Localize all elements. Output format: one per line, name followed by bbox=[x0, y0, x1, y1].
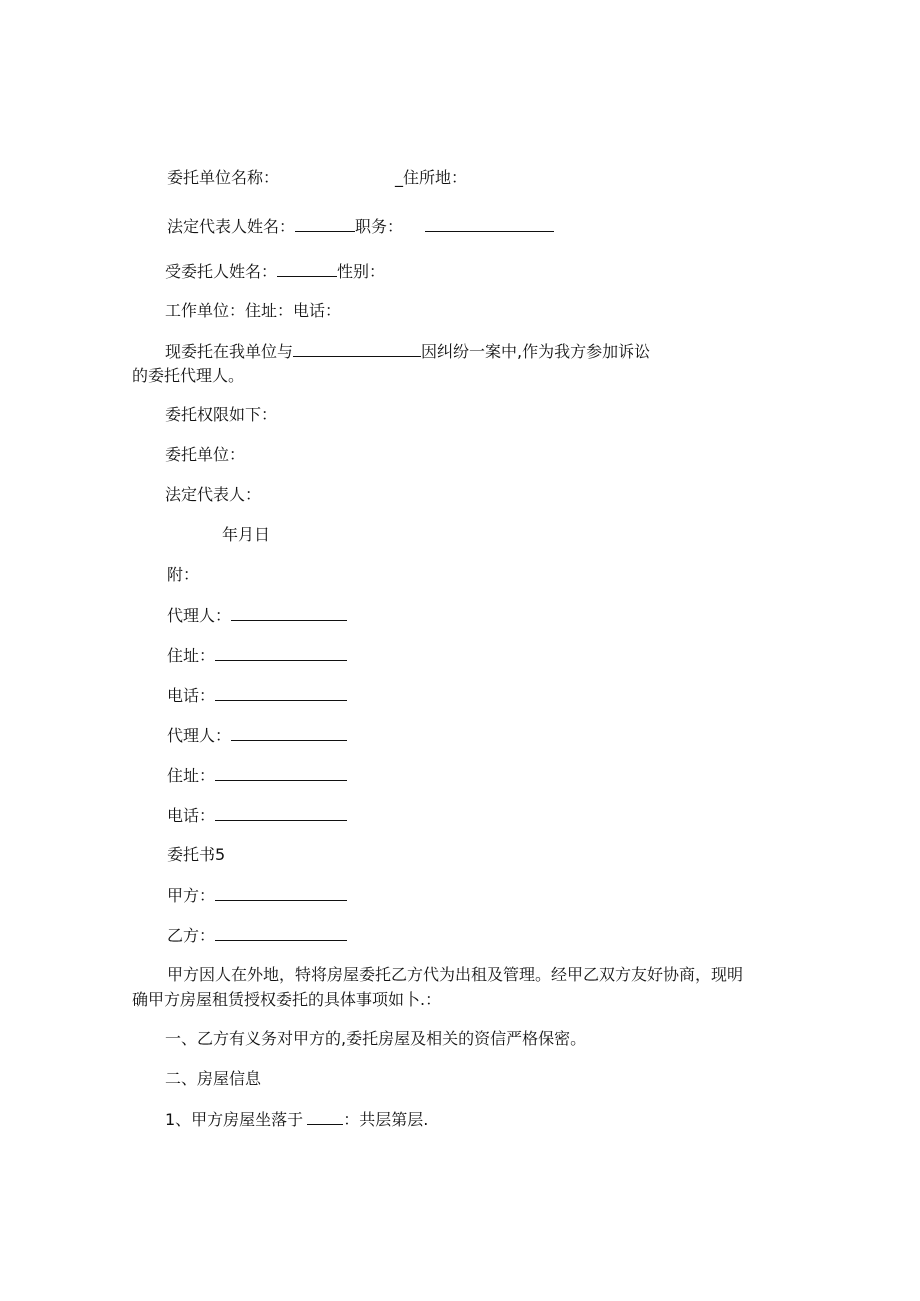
paragraph-entrust-cont bbox=[132, 366, 244, 386]
work-unit-text: 工作单位：住址：电话： bbox=[165, 301, 342, 320]
legal-rep-name-blank bbox=[295, 216, 355, 232]
para1-text-b: 因纠纷一案中,作为我方参加诉讼 bbox=[421, 342, 651, 361]
address1-blank bbox=[215, 645, 347, 661]
trustee-name-label: 受委托人姓名： bbox=[165, 262, 278, 281]
para2-text-b: 确甲方房屋租赁授权委托的具体事项如卜.： bbox=[132, 990, 442, 1009]
agent1-label: 代理人： bbox=[167, 606, 232, 625]
clause2-line bbox=[165, 1069, 261, 1089]
position-blank-line bbox=[425, 216, 554, 237]
residence-label: _住所地： bbox=[395, 168, 468, 187]
phone1-line bbox=[167, 685, 347, 706]
party-a-line bbox=[167, 885, 347, 906]
para1-party-blank bbox=[293, 341, 421, 357]
clause1-line bbox=[165, 1029, 586, 1049]
legal-rep-name-label: 法定代表人姓名： bbox=[167, 217, 296, 236]
address1-line bbox=[167, 645, 347, 666]
title5-line bbox=[167, 845, 225, 865]
trustee-name-blank bbox=[277, 261, 337, 277]
date-line bbox=[222, 525, 270, 545]
authority-label: 委托权限如下： bbox=[165, 405, 278, 424]
entrust-unit-label: 委托单位： bbox=[165, 445, 246, 464]
location-blank bbox=[307, 1109, 343, 1125]
legal-rep-name-line bbox=[167, 216, 403, 237]
address2-line bbox=[167, 765, 347, 786]
phone2-label: 电话： bbox=[167, 806, 216, 825]
para2-text-a: 甲方因人在外地，特将房屋委托乙方代为出租及管理。经甲乙双方友好协商，现明 bbox=[167, 965, 744, 984]
phone2-blank bbox=[215, 805, 347, 821]
clause2-1-line bbox=[165, 1109, 428, 1130]
agent1-line bbox=[167, 605, 347, 626]
residence-line bbox=[395, 168, 467, 188]
gender-label: 性别： bbox=[337, 262, 386, 281]
phone1-label: 电话： bbox=[167, 686, 216, 705]
party-b-line bbox=[167, 925, 347, 946]
agent2-label: 代理人： bbox=[167, 726, 232, 745]
clause1-text: 一、乙方有义务对甲方的,委托房屋及相关的资信严格保密。 bbox=[165, 1029, 587, 1048]
work-unit-line bbox=[165, 301, 341, 321]
party-a-blank bbox=[215, 885, 347, 901]
entrust-unit-name-label: 委托单位名称： bbox=[167, 168, 280, 187]
phone2-line bbox=[167, 805, 347, 826]
position-blank bbox=[425, 216, 554, 232]
address1-label: 住址： bbox=[167, 646, 216, 665]
party-b-label: 乙方： bbox=[167, 926, 216, 945]
clause2-1-text-a: 1、甲方房屋坐落于 bbox=[165, 1110, 304, 1129]
address2-label: 住址： bbox=[167, 766, 216, 785]
agent2-line bbox=[167, 725, 347, 746]
agent1-blank bbox=[231, 605, 347, 621]
title5-heading: 委托书5 bbox=[167, 845, 226, 864]
paragraph-lease-cont bbox=[132, 990, 441, 1010]
agent2-blank bbox=[231, 725, 347, 741]
entrust-unit-name-line bbox=[167, 168, 279, 188]
legal-rep-line bbox=[165, 485, 261, 505]
phone1-blank bbox=[215, 685, 347, 701]
entrust-unit-line bbox=[165, 445, 245, 465]
party-a-label: 甲方： bbox=[167, 886, 216, 905]
position-label: 职务： bbox=[355, 217, 404, 236]
address2-blank bbox=[215, 765, 347, 781]
attach-label: 附： bbox=[167, 565, 200, 584]
para1-text-a: 现委托在我单位与 bbox=[165, 342, 294, 361]
date-label: 年月日 bbox=[222, 525, 271, 544]
legal-rep-label: 法定代表人： bbox=[165, 485, 262, 504]
authority-line bbox=[165, 405, 277, 425]
paragraph-lease bbox=[167, 965, 743, 985]
clause2-heading: 二、房屋信息 bbox=[165, 1069, 262, 1088]
party-b-blank bbox=[215, 925, 347, 941]
clause2-1-text-b: ：共层第层. bbox=[343, 1110, 429, 1129]
trustee-name-line bbox=[165, 261, 385, 282]
para1-text-c: 的委托代理人。 bbox=[132, 366, 245, 385]
paragraph-entrust bbox=[165, 341, 650, 362]
attach-line bbox=[167, 565, 199, 585]
